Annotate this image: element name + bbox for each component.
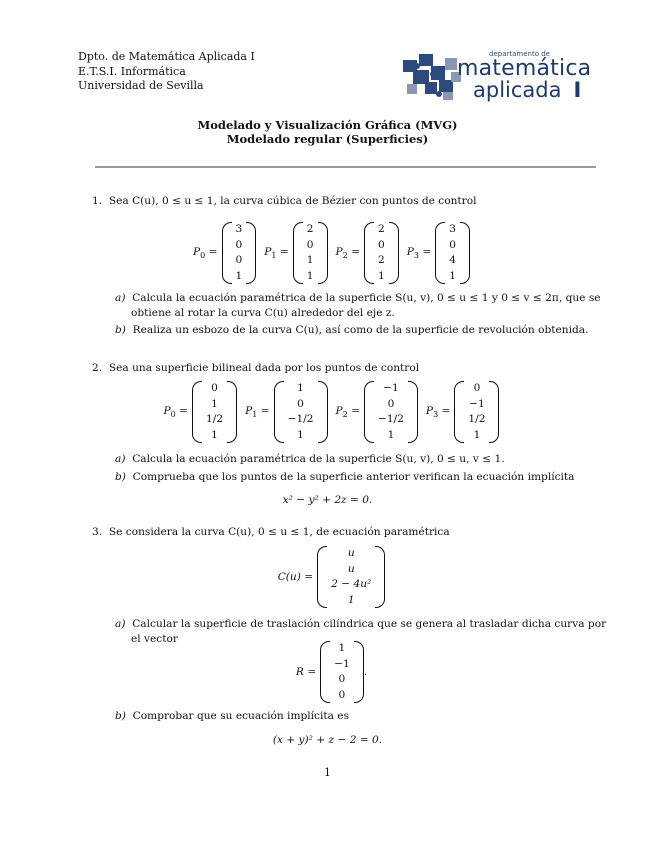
- ex2-p3-matrix: 0 −1 1/2 1: [454, 381, 499, 443]
- ex2-p2-matrix: −1 0 −1/2 1: [364, 381, 418, 443]
- ex3-vector-matrix: 1 −1 0 0: [320, 641, 364, 703]
- header-affiliation: [78, 50, 255, 94]
- ex1-p1-matrix: 2 0 1 1: [293, 222, 328, 284]
- ex3-equation: (x + y)² + z − 2 = 0.: [272, 734, 383, 746]
- ex1-p3-label: $P_3$ =: [406, 245, 432, 261]
- vector-period: .: [363, 666, 368, 678]
- ex2-p3-label: $P_3$ =: [425, 404, 451, 420]
- header-dept: Dpto. de Matemática Aplicada I: [78, 50, 255, 63]
- title-line1: Modelado y Visualización Gráfica (MVG): [197, 118, 458, 132]
- ex1-part-b: b) Realiza un esbozo de la curva C(u), así como de la superficie de revolución obtenida.: [115, 324, 589, 336]
- ex1-control-points: [0, 222, 655, 284]
- ex2-intro: 2. Sea una superficie bilineal dada por los puntos de control: [92, 362, 420, 374]
- ex2-p2-label: $P_2$ =: [335, 404, 360, 420]
- ex1-p2-matrix: 2 0 2 1: [364, 222, 399, 284]
- ex1-p1-label: $P_1$ =: [264, 245, 289, 261]
- ex2-p1-matrix: 1 0 −1/2 1: [274, 381, 328, 443]
- department-logo: [403, 48, 592, 103]
- document-title: [0, 118, 655, 146]
- ex2-p0-label: $P_0$ =: [163, 404, 189, 420]
- ex2-control-points: [0, 381, 655, 443]
- ex2-p0-matrix: 0 1 1/2 1: [192, 381, 237, 443]
- ex3-part-a: a) Calcular la superficie de traslación cilíndrica que se genera al trasladar dicha curva por: [115, 618, 607, 630]
- ex3-part-a-cont: el vector: [131, 633, 178, 645]
- ex1-p3-matrix: 3 0 4 1: [435, 222, 470, 284]
- ex3-vector-label: R =: [295, 666, 317, 678]
- ex2-part-b: b) Comprueba que los puntos de la superficie anterior verifican la ecuación implícita: [115, 471, 575, 483]
- ex1-p2-label: $P_2$ =: [335, 245, 360, 261]
- header-school: E.T.S.I. Informática: [78, 64, 186, 78]
- ex1-p0-label: $P_0$ =: [193, 245, 218, 261]
- ex3-curve-matrix: u u 2 − 4u² 1: [317, 546, 385, 608]
- ex2-p1-label: $P_1$ =: [245, 404, 270, 420]
- title-line2: Modelado regular (Superficies): [226, 132, 429, 146]
- ex1-p0-matrix: 3 0 0 1: [222, 222, 257, 284]
- ex1-part-a-cont: obtiene al rotar la curva C(u) alrededor del eje z.: [131, 307, 395, 319]
- ex3-intro: 3. Se considera la curva C(u), 0 ≤ u ≤ 1, de ecuación paramétrica: [92, 526, 450, 538]
- ex1-intro: 1. Sea C(u), 0 ≤ u ≤ 1, la curva cúbica de Bézier con puntos de control: [92, 195, 477, 207]
- logo-line2: aplicada I: [473, 78, 582, 102]
- header-university: Universidad de Sevilla: [78, 79, 204, 92]
- ex3-curve-label: C(u) =: [277, 571, 314, 583]
- ex2-part-a: a) Calcula la ecuación paramétrica de la superficie S(u, v), 0 ≤ u, v ≤ 1.: [115, 453, 505, 465]
- logo-line1: matemática: [457, 56, 592, 81]
- ex3-vector: [0, 641, 655, 703]
- logo-small-text: departamento de: [489, 50, 550, 58]
- page-number: 1: [324, 766, 331, 779]
- ex3-curve: [0, 546, 655, 608]
- ex1-part-a: a) Calcula la ecuación paramétrica de la superficie S(u, v), 0 ≤ u ≤ 1 y 0 ≤ v ≤ 2π, que se: [115, 292, 601, 304]
- title-divider: [95, 166, 596, 168]
- ex3-part-b: b) Comprobar que su ecuación implícita es: [115, 710, 350, 722]
- ex2-equation: x² − y² + 2z = 0.: [282, 494, 373, 506]
